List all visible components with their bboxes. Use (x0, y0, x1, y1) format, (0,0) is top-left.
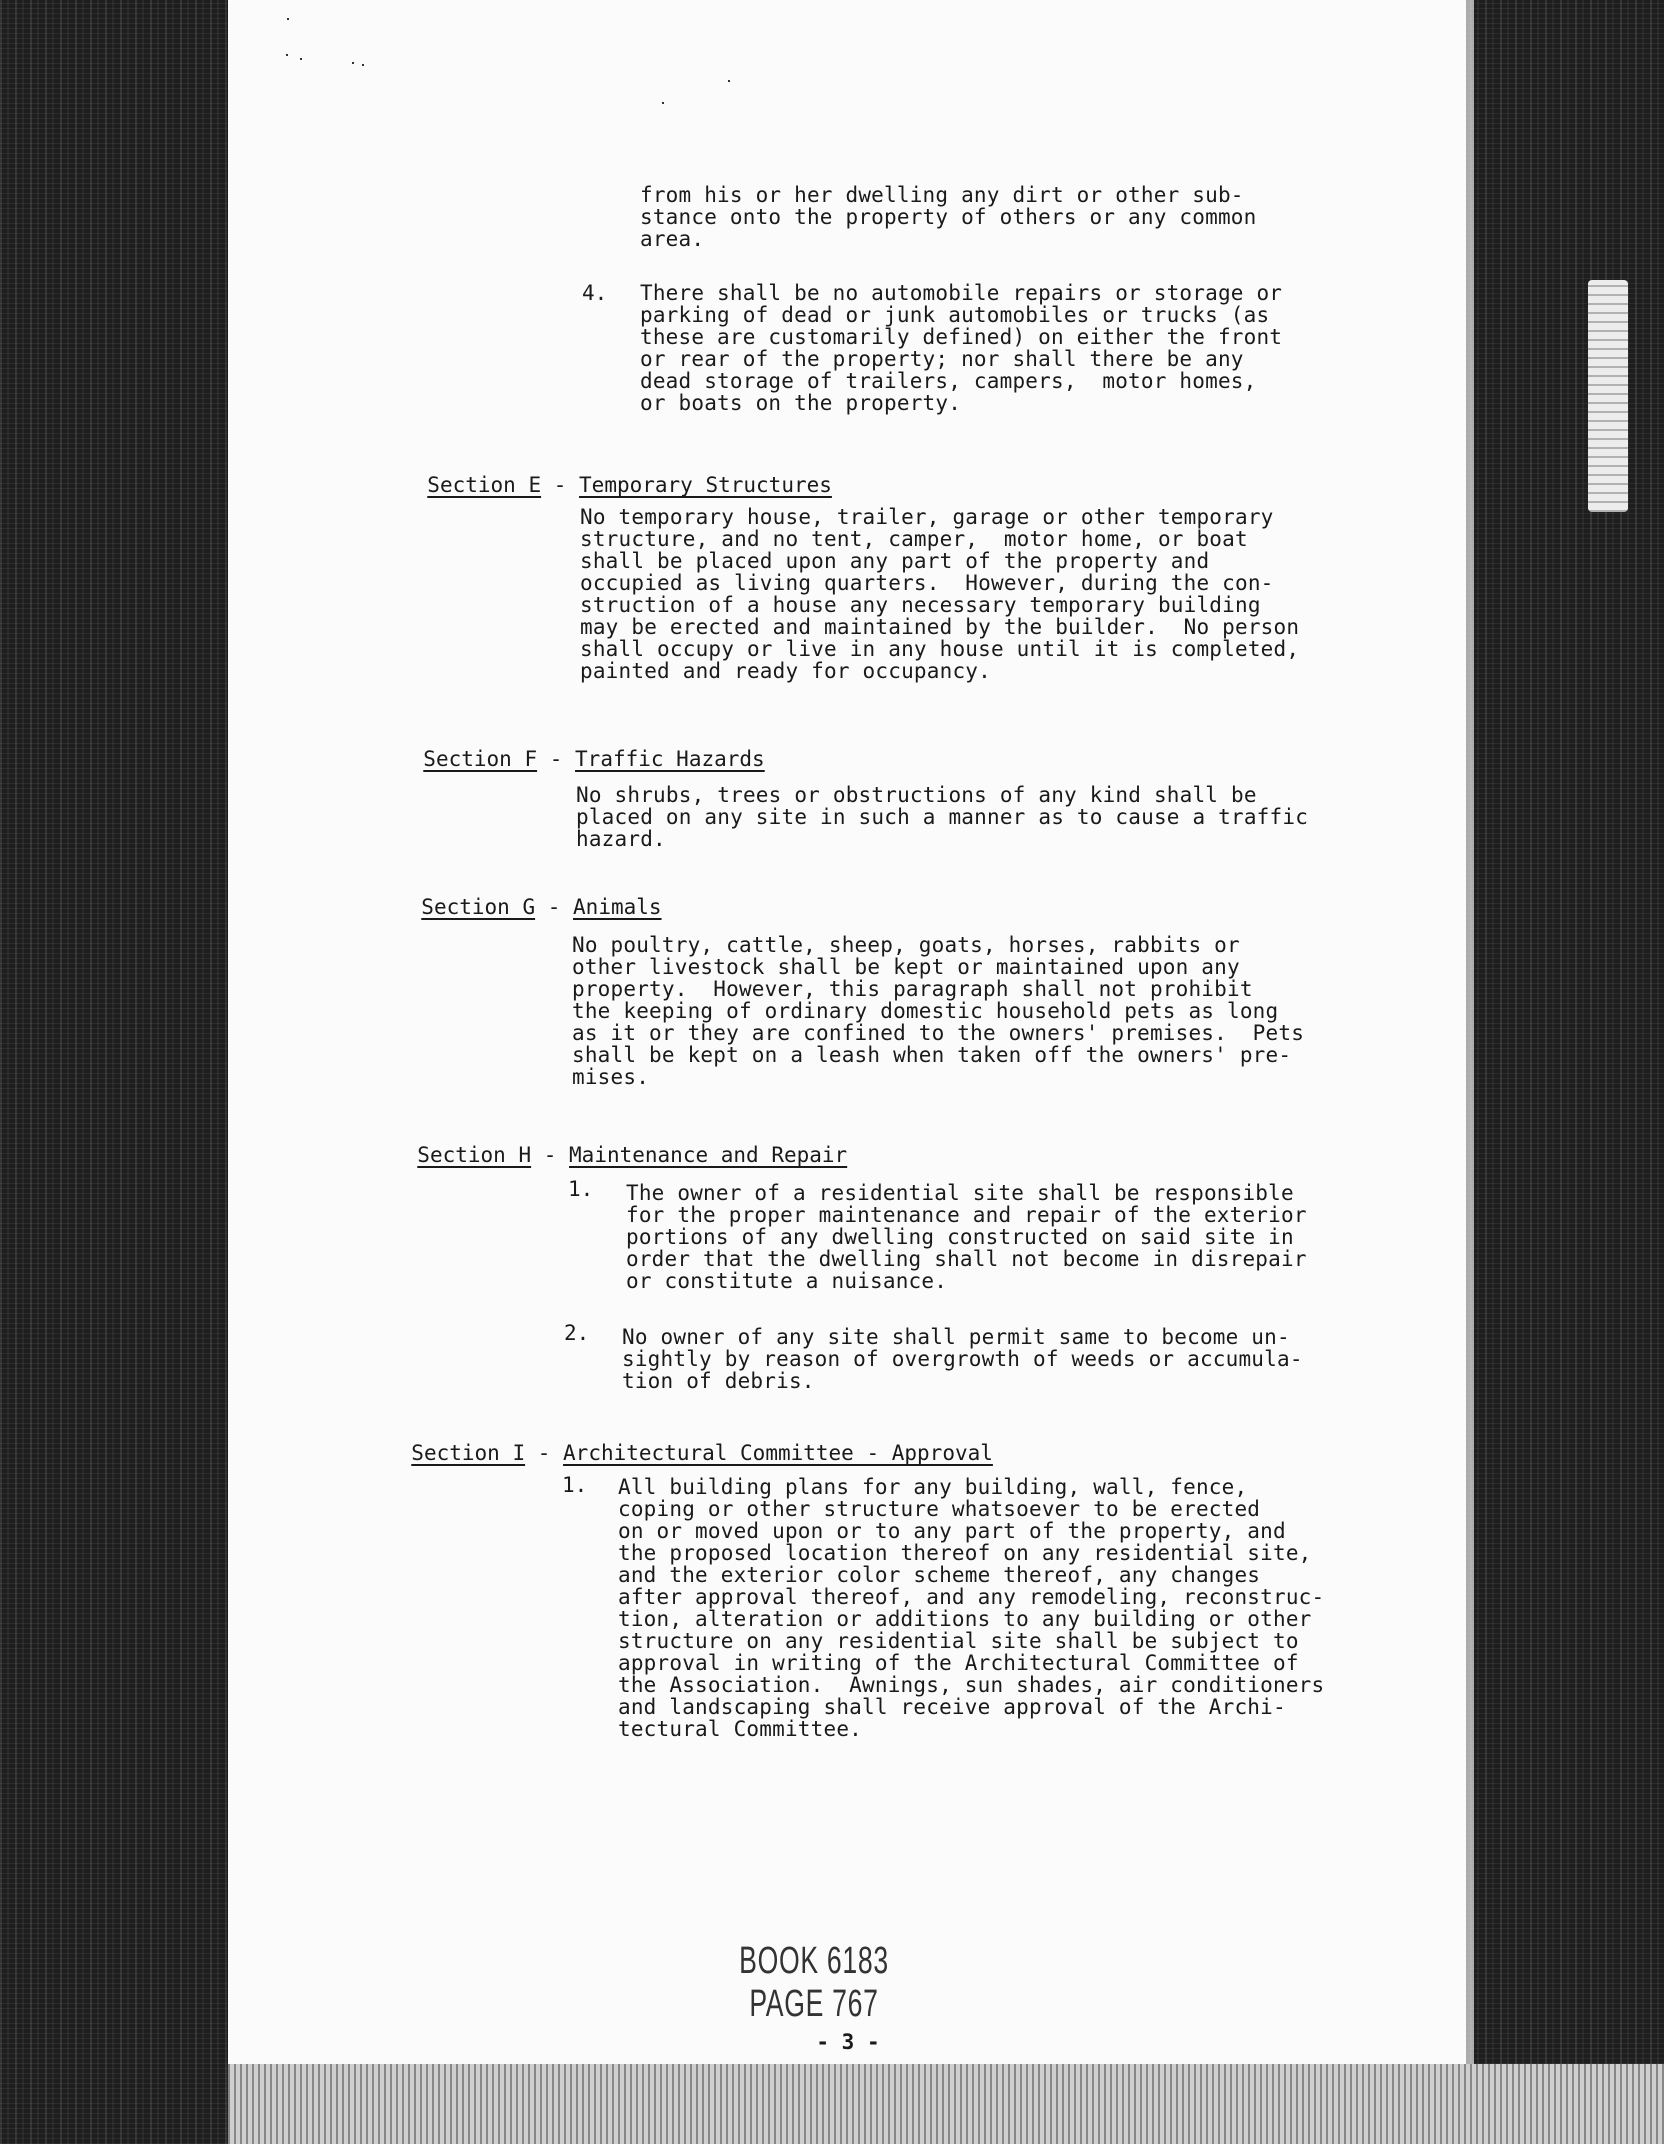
section-e-heading: Section E - Temporary Structures (427, 473, 832, 497)
section-h-item-1-text: The owner of a residential site shall be responsible for the proper maintenance and repair of the exterior portions of any dwelling constructed on said site in order that the dwelling shall not become in disrepair or constitute a nuisance. (626, 1181, 1307, 1293)
item-4-number: 4. (582, 281, 608, 305)
section-i-label: Section I (411, 1441, 526, 1465)
book-page-stamp: BOOK 6183 PAGE 767 (739, 1940, 889, 2025)
page-number: - 3 - (816, 2030, 880, 2054)
binder-tab (1588, 280, 1628, 512)
section-h-item-1-number: 1. (568, 1177, 594, 1201)
section-g-heading: Section G - Animals (421, 895, 662, 919)
section-e-body: No temporary house, trailer, garage or other temporary structure, and no tent, camper, motor home, or boat shall be placed upon any part of the property and occupied as living quarters. However, during the con- struction of a house any necessary temporary building may be erected and maintained by the builder. No person shall occupy or live in any house until it is completed, painted and ready for occupancy. (580, 505, 1300, 683)
section-g-label: Section G (421, 895, 536, 919)
section-e-label: Section E (427, 473, 542, 497)
section-h-item-2-text: No owner of any site shall permit same to become un- sightly by reason of overgrowth of weeds or accumula- tion of debris. (622, 1325, 1303, 1393)
intro-paragraph: from his or her dwelling any dirt or other sub- stance onto the property of others or any common area. (640, 183, 1257, 251)
section-i-item-1-text: All building plans for any building, wall, fence, coping or other structure whatsoever to be erected on or moved upon or to any part of the property, and the proposed location thereof on any residential site, and the exterior color scheme thereof, any changes after approval thereof, and any remodeling, reconstruc- tion, alteration or additions to any building or other structure on any residential site shall be subject to approval in writing of the Architectural Committee of the Association. Awnings, sun shades, air conditioners and landscaping shall receive approval of the Archi- tectural Committee. (618, 1475, 1325, 1741)
section-f-heading: Section F - Traffic Hazards (423, 747, 765, 771)
section-i-title: Architectural Committee - Approval (563, 1441, 993, 1465)
section-i-item-1-number: 1. (562, 1473, 588, 1497)
item-4-text: There shall be no automobile repairs or storage or parking of dead or junk automobiles or trucks (as these are customarily defined) on either the front or rear of the property; nor shall there be any dead storage of trailers, campers, motor homes, or boats on the property. (640, 281, 1283, 415)
page-edge (1466, 0, 1474, 2064)
section-i-heading: Section I - Architectural Committee - Approval (411, 1441, 993, 1465)
scan-border-bottom (228, 2064, 1664, 2144)
section-f-label: Section F (423, 747, 538, 771)
section-h-heading: Section H - Maintenance and Repair (417, 1143, 848, 1167)
section-g-title: Animals (573, 895, 662, 919)
section-h-item-2-number: 2. (564, 1321, 590, 1345)
section-f-body: No shrubs, trees or obstructions of any kind shall be placed on any site in such a manner as to cause a traffic hazard. (576, 783, 1309, 851)
section-g-body: No poultry, cattle, sheep, goats, horses, rabbits or other livestock shall be kept or maintained upon any property. However, this paragraph shall not prohibit the keeping of ordinary domestic household pets as long as it or they are confined to the owners' premises. Pets shall be kept on a leash when taken off the owners' pre- mises. (572, 933, 1305, 1089)
section-f-title: Traffic Hazards (575, 747, 765, 771)
section-h-label: Section H (417, 1143, 532, 1167)
section-h-title: Maintenance and Repair (569, 1143, 848, 1167)
section-e-title: Temporary Structures (579, 473, 832, 497)
